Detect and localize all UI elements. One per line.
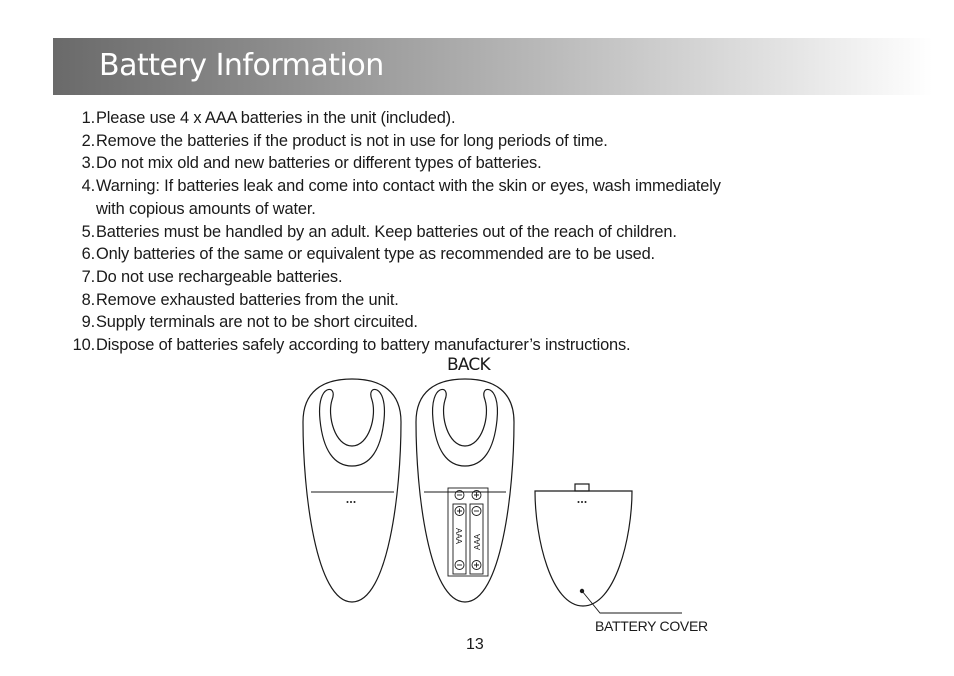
- item-number: 7.: [81, 267, 95, 286]
- battery-compartment: [448, 488, 488, 576]
- item-text: Please use 4 x AAA batteries in the unit (included).: [96, 109, 456, 127]
- list-item: [60, 152, 840, 175]
- back-label: BACK: [447, 355, 490, 375]
- item-text: Do not mix old and new batteries or different types of batteries.: [96, 154, 542, 173]
- section-header: [53, 38, 933, 95]
- list-item: [60, 311, 840, 334]
- device-back-open: [416, 379, 514, 602]
- list-item: [60, 266, 840, 289]
- item-number: 1.: [81, 109, 95, 127]
- battery-cover: [535, 484, 682, 613]
- battery-label-right: AAA: [473, 533, 482, 550]
- device-back-closed: [303, 379, 401, 602]
- item-number: 3.: [81, 154, 95, 173]
- instruction-list: [60, 107, 840, 357]
- item-text: Only batteries of the same or equivalent type as recommended are to be used.: [96, 245, 655, 264]
- item-text: Batteries must be handled by an adult. Keep batteries out of the reach of children.: [96, 222, 677, 241]
- battery-installation-diagram: [290, 370, 710, 620]
- battery-label-left: AAA: [454, 528, 463, 545]
- page-number: 13: [466, 636, 484, 653]
- item-number: 5.: [81, 222, 95, 241]
- page-title: Battery Information: [99, 48, 384, 83]
- list-item: [60, 130, 840, 153]
- item-text: Warning: If batteries leak and come into contact with the skin or eyes, wash immediately with copious amounts of water.: [96, 177, 721, 218]
- list-item: [60, 221, 840, 244]
- item-number: 10.: [72, 336, 95, 355]
- item-number: 4.: [81, 177, 95, 196]
- list-item: [60, 107, 840, 130]
- item-number: 9.: [81, 313, 95, 332]
- item-text: Do not use rechargeable batteries.: [96, 267, 343, 286]
- list-item: [60, 289, 840, 312]
- item-number: 2.: [81, 131, 95, 150]
- item-text: Dispose of batteries safely according to battery manufacturer’s instructions.: [96, 336, 631, 355]
- item-number: 8.: [81, 290, 95, 309]
- battery-cover-label: BATTERY COVER: [595, 618, 708, 634]
- item-text: Remove the batteries if the product is not in use for long periods of time.: [96, 131, 608, 150]
- item-text: Supply terminals are not to be short circuited.: [96, 313, 418, 332]
- list-item: [60, 175, 840, 220]
- item-text: Remove exhausted batteries from the unit.: [96, 290, 399, 309]
- item-number: 6.: [81, 245, 95, 264]
- list-item: [60, 243, 840, 266]
- list-item: [60, 334, 840, 357]
